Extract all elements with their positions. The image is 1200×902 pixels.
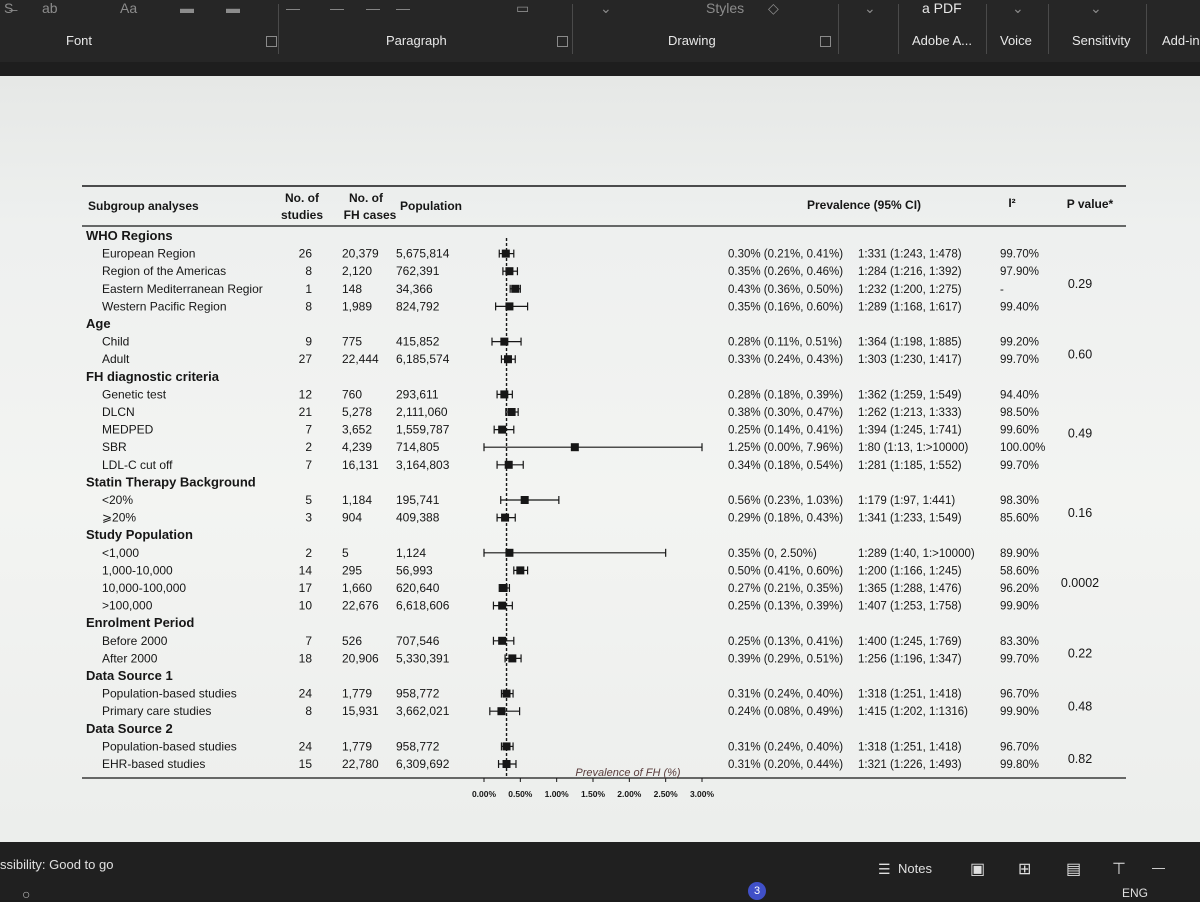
cell-ratio: 1:318 (1:251, 1:418) [858,741,962,754]
cell-i2: 96.70% [1000,688,1040,701]
cell-pvalue: 0.16 [1067,505,1093,520]
cell-prevalence: 0.25% (0.13%, 0.41%) [728,635,844,648]
cell-i2: 99.20% [1000,336,1040,349]
row-label: Population-based studies [102,739,237,754]
cell-i2: 58.60% [1000,565,1040,578]
ribbon-border [0,62,1200,76]
cell-ratio: 1:321 (1:226, 1:493) [858,759,962,771]
point-estimate [503,742,511,750]
divider [838,4,839,54]
cell-studies: 21 [298,405,312,419]
x-tick-label: 3.00% [689,789,715,799]
cell-cases: 1,779 [342,739,373,754]
point-estimate [511,285,519,293]
cell-cases: 16,131 [342,457,379,472]
x-tick-label: 2.50% [653,789,678,799]
accessibility-status[interactable]: ssibility: Good to go [0,857,114,872]
font-dialog-launcher-icon[interactable] [266,36,277,47]
cell-studies: 18 [298,651,312,666]
cell-studies: 12 [298,387,312,402]
row-label: ⩾20% [102,510,137,525]
point-estimate [505,461,513,469]
cell-cases: 1,660 [342,581,373,595]
cell-prevalence: 0.50% (0.41%, 0.60%) [728,565,844,578]
divider [1048,4,1049,54]
cell-cases: 526 [342,633,363,648]
point-estimate [503,690,511,698]
cell-i2: 99.90% [1000,706,1040,719]
row-label: SBR [102,440,127,455]
cell-ratio: 1:341 (1:233, 1:549) [858,512,962,525]
cell-population: 6,309,692 [396,757,450,771]
cell-population: 824,792 [396,299,440,314]
cell-studies: 27 [298,352,312,367]
point-estimate [500,338,508,346]
notes-button[interactable]: Notes [898,861,932,876]
cell-prevalence: 0.31% (0.24%, 0.40%) [728,688,844,701]
cell-population: 195,741 [396,493,440,507]
x-tick-label: 1.50% [580,789,606,799]
cell-cases: 22,780 [342,757,379,771]
row-label: Eastern Mediterranean Regior [102,281,263,296]
chevron-down-icon[interactable]: ⌄ [1012,0,1024,16]
cell-ratio: 1:281 (1:185, 1:552) [858,459,962,472]
cell-prevalence: 0.29% (0.18%, 0.43%) [728,512,844,525]
cell-ratio: 1:179 (1:97, 1:441) [858,495,956,507]
cell-pvalue: 0.0002 [1060,576,1100,591]
cell-ratio: 1:318 (1:251, 1:418) [858,688,962,701]
point-estimate [498,637,506,645]
group-heading: Study Population [86,527,193,543]
zoom-slider[interactable]: — [1152,860,1165,875]
cell-population: 1,124 [396,545,427,560]
header-cases-line1: No. of [349,191,383,205]
drawing-dialog-launcher-icon[interactable] [820,36,831,47]
cell-cases: 4,239 [342,440,373,455]
align-right-icon[interactable]: — [366,0,380,16]
cell-pvalue: 0.60 [1067,347,1093,362]
group-drawing-label: Drawing [668,33,716,48]
row-label: European Region [102,246,196,261]
cell-studies: 14 [298,563,312,578]
cell-studies: 26 [298,246,312,261]
cell-i2: - [1000,283,1004,296]
cell-prevalence: 0.27% (0.21%, 0.35%) [728,583,844,595]
cell-prevalence: 0.30% (0.21%, 0.41%) [728,248,844,261]
cell-cases: 904 [342,510,363,525]
cell-studies: 7 [305,457,312,472]
group-heading: Enrolment Period [86,615,195,631]
cell-i2: 85.60% [1000,512,1040,525]
cell-i2: 99.90% [1000,600,1040,613]
forest-table-figure [0,76,1200,842]
grid-view-icon[interactable]: ⊞ [1018,861,1032,878]
eraser-icon[interactable]: ◇ [768,0,779,16]
point-estimate [571,443,579,451]
point-estimate [505,549,513,557]
cell-cases: 760 [342,387,363,402]
cell-population: 5,675,814 [396,246,450,261]
document-page[interactable] [0,76,1200,842]
row-label: <20% [102,493,134,507]
row-label: LDL-C cut off [102,457,173,472]
cell-cases: 5,278 [342,405,373,419]
cell-ratio: 1:407 (1:253, 1:758) [858,600,962,613]
cell-studies: 2 [305,440,312,455]
presenter-icon[interactable]: ⊤ [1112,861,1126,878]
header-pvalue: P value* [1066,197,1114,211]
cell-population: 958,772 [396,686,440,701]
cell-i2: 96.20% [1000,583,1040,595]
cell-studies: 7 [305,422,312,437]
cell-population: 1,559,787 [396,422,450,437]
cell-i2: 94.40% [1000,389,1040,402]
header-subgroup: Subgroup analyses [88,199,199,213]
point-estimate [500,584,508,592]
cell-pvalue: 0.22 [1067,646,1093,661]
cell-prevalence: 1.25% (0.00%, 7.96%) [728,442,844,455]
cell-prevalence: 0.24% (0.08%, 0.49%) [728,706,844,719]
group-heading: Data Source 2 [86,720,173,736]
cell-cases: 148 [342,281,363,296]
point-estimate [503,760,511,768]
cell-cases: 15,931 [342,704,379,719]
cell-prevalence: 0.38% (0.30%, 0.47%) [728,407,844,419]
row-label: After 2000 [102,651,158,666]
cell-prevalence: 0.35% (0.26%, 0.46%) [728,266,844,279]
cell-i2: 99.60% [1000,424,1040,437]
cell-ratio: 1:289 (1:40, 1:>10000) [858,547,975,560]
point-estimate [505,267,513,275]
cell-ratio: 1:362 (1:259, 1:549) [858,389,962,402]
cell-population: 415,852 [396,334,440,349]
search-icon[interactable]: ○ [22,886,31,902]
paragraph-dialog-launcher-icon[interactable] [557,36,568,47]
cell-studies: 15 [298,757,312,771]
cell-cases: 3,652 [342,422,373,437]
cell-ratio: 1:262 (1:213, 1:333) [858,407,962,419]
header-prevalence: Prevalence (95% CI) [806,198,922,212]
group-heading: Data Source 1 [86,668,173,683]
cell-studies: 10 [298,598,312,613]
cell-ratio: 1:303 (1:230, 1:417) [858,354,962,367]
chevron-down-icon[interactable]: ⌄ [864,0,876,16]
cell-cases: 22,444 [342,352,379,367]
group-paragraph-label: Paragraph [386,33,447,48]
cell-prevalence: 0.31% (0.24%, 0.40%) [728,741,844,754]
cell-ratio: 1:415 (1:202, 1:1316) [858,706,968,719]
cell-ratio: 1:200 (1:166, 1:245) [858,565,962,578]
header-population: Population [400,199,462,213]
cell-prevalence: 0.56% (0.23%, 1.03%) [728,495,844,507]
cell-i2: 99.70% [1000,354,1040,367]
point-estimate [502,250,510,258]
point-estimate [508,654,516,662]
point-estimate [508,408,516,416]
cell-i2: 97.90% [1000,266,1040,279]
cell-pvalue: 0.82 [1067,752,1093,767]
drawing-tools-icon[interactable]: ▭ [516,0,530,16]
x-tick-label: 1.00% [544,789,569,799]
strikethrough-icon[interactable]: S̶ [4,0,14,16]
x-axis-label: Prevalence of FH (%) [575,767,681,779]
cell-ratio: 1:365 (1:288, 1:476) [858,583,962,595]
cell-prevalence: 0.43% (0.36%, 0.50%) [728,283,844,296]
point-estimate [521,496,529,504]
cell-cases: 5 [342,545,349,560]
header-studies-line1: No. of [285,191,319,205]
divider [572,4,573,54]
cell-population: 762,391 [396,264,440,279]
x-tick-label: 0.50% [508,789,533,799]
cell-i2: 83.30% [1000,635,1040,648]
cell-ratio: 1:400 (1:245, 1:769) [858,635,962,648]
cell-prevalence: 0.28% (0.11%, 0.51%) [728,336,843,349]
taskbar-app-badge[interactable]: 3 [748,882,766,900]
group-heading: WHO Regions [86,228,173,243]
point-estimate [497,707,505,715]
x-tick-label: 2.00% [617,789,642,799]
cell-population: 3,164,803 [396,457,450,472]
align-left-icon[interactable]: — [286,0,300,16]
point-estimate [498,602,506,610]
change-case-icon[interactable]: Aa [120,0,138,16]
cell-studies: 8 [305,704,312,719]
cell-population: 6,185,574 [396,352,450,367]
row-label: EHR-based studies [102,757,206,771]
row-label: Primary care studies [102,704,212,719]
cell-ratio: 1:394 (1:245, 1:741) [858,424,962,437]
row-label: Adult [102,352,130,367]
cell-population: 6,618,606 [396,598,450,613]
row-label: MEDPED [102,422,154,437]
cell-i2: 99.70% [1000,459,1040,472]
cell-cases: 1,989 [342,299,373,314]
header-cases-line2: FH cases [343,208,397,222]
cell-studies: 24 [298,686,312,701]
cell-population: 2,111,060 [396,405,448,419]
divider [278,4,279,54]
row-label: Western Pacific Region [102,299,227,314]
cell-studies: 3 [305,510,312,525]
cell-prevalence: 0.33% (0.24%, 0.43%) [728,354,844,367]
chevron-down-icon[interactable]: ⌄ [600,0,612,16]
cell-pvalue: 0.49 [1067,426,1093,441]
group-adobe-label: Adobe A... [912,33,972,48]
cell-prevalence: 0.35% (0, 2.50%) [728,547,817,560]
cell-prevalence: 0.31% (0.20%, 0.44%) [728,759,844,771]
group-font-label: Font [66,33,93,48]
row-label: Genetic test [102,387,167,402]
row-label: DLCN [102,405,135,419]
cell-i2: 98.30% [1000,495,1040,507]
divider [986,4,987,54]
cell-population: 34,366 [396,281,433,296]
cell-cases: 20,906 [342,651,379,666]
cell-population: 409,388 [396,510,440,525]
cell-i2: 100.00% [1000,442,1046,455]
subscript-icon[interactable]: ab [42,0,58,16]
justify-icon[interactable]: — [396,0,410,16]
cell-prevalence: 0.28% (0.18%, 0.39%) [728,389,844,402]
cell-i2: 99.70% [1000,653,1040,666]
x-tick-label: 0.00% [471,789,497,799]
point-estimate [505,302,513,310]
cell-cases: 775 [342,334,363,349]
styles-gallery[interactable]: Styles [706,0,745,16]
group-heading: Age [86,316,111,331]
word-ribbon [0,0,1200,62]
cell-ratio: 1:364 (1:198, 1:885) [858,336,962,349]
row-label: <1,000 [102,545,140,560]
cell-cases: 295 [342,563,363,578]
cell-cases: 1,184 [342,493,373,507]
cell-studies: 24 [298,739,312,754]
header-i2: I² [1008,196,1016,210]
cell-ratio: 1:289 (1:168, 1:617) [858,301,962,314]
cell-cases: 2,120 [342,264,373,279]
point-estimate [498,426,506,434]
cell-i2: 98.50% [1000,407,1040,419]
cell-studies: 8 [305,299,312,314]
notes-icon[interactable]: ☰ [878,861,891,877]
cell-studies: 1 [305,281,312,296]
cell-i2: 99.40% [1000,301,1040,314]
cell-cases: 20,379 [342,246,379,261]
align-center-icon[interactable]: — [330,0,344,16]
cell-studies: 9 [305,334,312,349]
highlight-icon[interactable]: ▬ [180,0,194,16]
cell-population: 5,330,391 [396,651,450,666]
cell-studies: 17 [298,581,312,595]
cell-population: 293,611 [396,387,439,402]
point-estimate [516,566,524,574]
header-studies-line2: studies [280,208,324,222]
cell-prevalence: 0.25% (0.14%, 0.41%) [728,424,844,437]
cell-cases: 22,676 [342,598,379,613]
font-color-icon[interactable]: ▬ [226,0,240,16]
cell-ratio: 1:80 (1:13, 1:>10000) [858,442,969,455]
cell-cases: 1,779 [342,686,373,701]
create-pdf-button[interactable]: a PDF [922,0,962,16]
cell-population: 707,546 [396,633,440,648]
cell-studies: 2 [305,545,312,560]
cell-i2: 89.90% [1000,547,1040,560]
row-label: Before 2000 [102,633,168,648]
point-estimate [500,390,508,398]
cell-i2: 99.80% [1000,759,1040,771]
cell-prevalence: 0.35% (0.16%, 0.60%) [728,301,844,314]
cell-population: 620,640 [396,581,440,595]
row-label: Child [102,334,130,349]
reading-view-icon[interactable]: ▤ [1066,861,1082,878]
row-label: 1,000-10,000 [102,563,173,578]
cell-ratio: 1:284 (1:216, 1:392) [858,266,962,279]
point-estimate [501,514,509,522]
row-label: 10,000-100,000 [102,581,187,595]
chevron-down-icon[interactable]: ⌄ [1090,0,1102,16]
cell-studies: 7 [305,633,312,648]
cell-population: 3,662,021 [396,704,450,719]
row-label: Region of the Americas [102,264,227,279]
cell-i2: 96.70% [1000,741,1040,754]
group-heading: Statin Therapy Background [86,474,256,490]
cell-prevalence: 0.34% (0.18%, 0.54%) [728,459,844,472]
group-heading: FH diagnostic criteria [86,368,219,384]
cell-population: 714,805 [396,440,440,455]
group-addin-label: Add-in [1162,33,1200,48]
cell-prevalence: 0.39% (0.29%, 0.51%) [728,653,844,666]
cell-studies: 5 [305,493,312,507]
point-estimate [504,355,512,363]
divider [898,4,899,54]
cell-population: 958,772 [396,739,440,754]
row-label: Population-based studies [102,686,237,701]
divider [1146,4,1147,54]
cell-pvalue: 0.29 [1067,277,1093,291]
cell-ratio: 1:256 (1:196, 1:347) [858,653,962,666]
group-voice-label: Voice [1000,33,1032,48]
status-bar [0,842,1200,900]
cell-pvalue: 0.48 [1067,699,1093,714]
cell-studies: 8 [305,264,312,279]
row-label: >100,000 [102,598,153,613]
cell-prevalence: 0.25% (0.13%, 0.39%) [728,600,844,613]
cell-ratio: 1:232 (1:200, 1:275) [858,283,962,296]
language-indicator[interactable]: ENG [1122,886,1149,900]
read-mode-icon[interactable]: ▣ [970,861,986,878]
group-sensitivity-label: Sensitivity [1072,33,1131,48]
cell-population: 56,993 [396,563,433,578]
cell-i2: 99.70% [1000,248,1040,261]
cell-ratio: 1:331 (1:243, 1:478) [858,248,962,261]
